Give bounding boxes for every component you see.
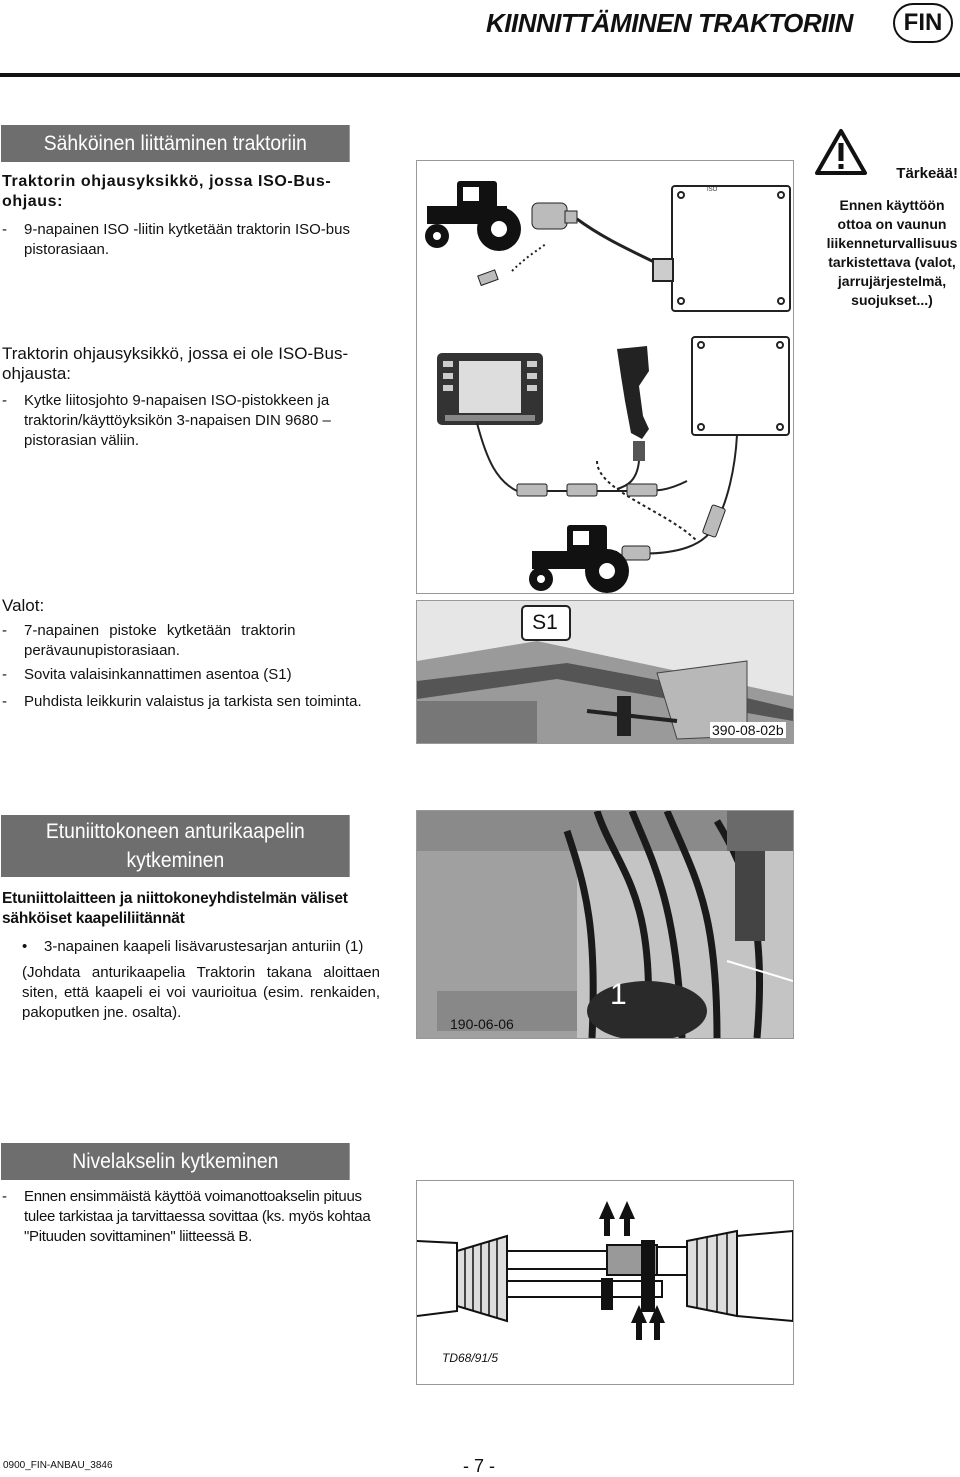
iso-heading: Traktorin ohjausyksikkö, jossa ISO-Bus-ohjaus:	[2, 173, 332, 210]
lights-item-1: - 7-napainen pistoke kytketään traktorin perävaunupistorasiaan.	[2, 621, 380, 661]
figure-code-lamp: 390-08-02b	[712, 722, 784, 738]
section-title-pto-text: Nivelakselin kytkeminen	[72, 1150, 279, 1173]
iso-item: - 9-napainen ISO -liitin kytketään traktorin ISO-bus pistorasiaan.	[2, 220, 380, 260]
header-rule	[0, 73, 960, 77]
sensor-bullet-text: 3-napainen kaapeli lisävarustesarjan anturiin (1)	[44, 938, 364, 955]
page-number: - 7 -	[463, 1456, 496, 1476]
tractor-icon-bottom	[529, 525, 629, 593]
sensor-note: (Johdata anturikaapelia Traktorin takana aloittaen siten, että kaapeli ei voi vaurioitua (esim. renkaiden, pakoputken jne. osalta).	[22, 964, 380, 1021]
section-title-line1: Etuniittokoneen anturikaapelin	[45, 820, 305, 843]
wiring-diagram-figure	[416, 160, 794, 594]
cable-connectors	[517, 484, 726, 560]
pto-item: - Ennen ensimmäistä käyttöä voimanottoakselin pituus tulee tarkistaa ja tarvittaessa sovittaa (ks. myös kohtaa "Pituuden sovittaminen" liitteessä B.	[2, 1187, 380, 1247]
language-badge: FIN	[893, 3, 953, 43]
pto-item-text: Ennen ensimmäistä käyttöä voimanottoakselin pituus tulee tarkistaa ja tarvittaessa sovittaa (ks. myös kohtaa "Pituuden sovittaminen" liitteessä B.	[24, 1188, 371, 1245]
lights-item-3-text: Puhdista leikkurin valaistus ja tarkista sen toiminta.	[24, 693, 362, 710]
warning-title: Tärkeää!	[896, 165, 958, 182]
joystick-icon	[617, 346, 649, 461]
section-title-line2: kytkeminen	[126, 849, 225, 872]
sensor-bullet: • 3-napainen kaapeli lisävarustesarjan anturiin (1)	[22, 938, 364, 955]
section-title-sensor-cable	[1, 815, 350, 877]
callout-s1: S1	[532, 611, 558, 634]
section-title-electrical	[1, 125, 350, 162]
sensor-cable-photo	[416, 810, 794, 1039]
control-box-bottom	[692, 337, 789, 435]
control-box-top	[653, 186, 790, 311]
lights-item-3: - Puhdista leikkurin valaistus ja tarkista sen toiminta.	[2, 693, 362, 710]
callout-1: 1	[610, 978, 627, 1011]
lights-heading: Valot:	[2, 596, 45, 615]
warning-text: Ennen käyttöön ottoa on vaunun liikenneturvallisuus tarkistettava (valot, jarrujärjestelmä, suojukset...)	[826, 197, 958, 308]
wiring-diagram-svg	[417, 161, 793, 593]
footer-doc-code: 0900_FIN-ANBAU_3846	[3, 1460, 113, 1471]
figure-code-shaft: TD68/91/5	[442, 1351, 499, 1365]
iso-item-text: 9-napainen ISO -liitin kytketään traktorin ISO-bus pistorasiaan.	[24, 221, 350, 258]
noniso-item-text: Kytke liitosjohto 9-napaisen ISO-pistokkeen ja traktorin/käyttöyksikön 3-napaisen DIN 9680 –pistorasian väliin.	[24, 392, 331, 449]
box-label-top: ISO	[707, 187, 718, 193]
page-header-title: KIINNITTÄMINEN TRAKTORIIN	[486, 8, 853, 38]
lights-item-2-text: Sovita valaisinkannattimen asentoa (S1)	[24, 666, 292, 683]
lights-item-1-text: 7-napainen pistoke kytketään traktorin perävaunupistorasiaan.	[24, 622, 296, 659]
noniso-heading: Traktorin ohjausyksikkö, jossa ei ole ISO-Bus-ohjausta:	[2, 344, 349, 383]
noniso-item: - Kytke liitosjohto 9-napaisen ISO-pistokkeen ja traktorin/käyttöyksikön 3-napaisen DIN 9680 –pistorasian väliin.	[2, 391, 380, 451]
figure-code-cable: 190-06-06	[450, 1016, 514, 1032]
lights-item-2: - Sovita valaisinkannattimen asentoa (S1)	[2, 666, 292, 683]
tractor-icon-top	[425, 181, 521, 251]
sensor-heading: Etuniittolaitteen ja niittokoneyhdistelmän väliset sähköiset kaapeliliitännät	[2, 890, 348, 927]
terminal-icon	[437, 353, 543, 425]
section-title-text: Sähköinen liittäminen traktoriin	[43, 132, 307, 155]
section-title-pto-shaft	[1, 1143, 350, 1180]
